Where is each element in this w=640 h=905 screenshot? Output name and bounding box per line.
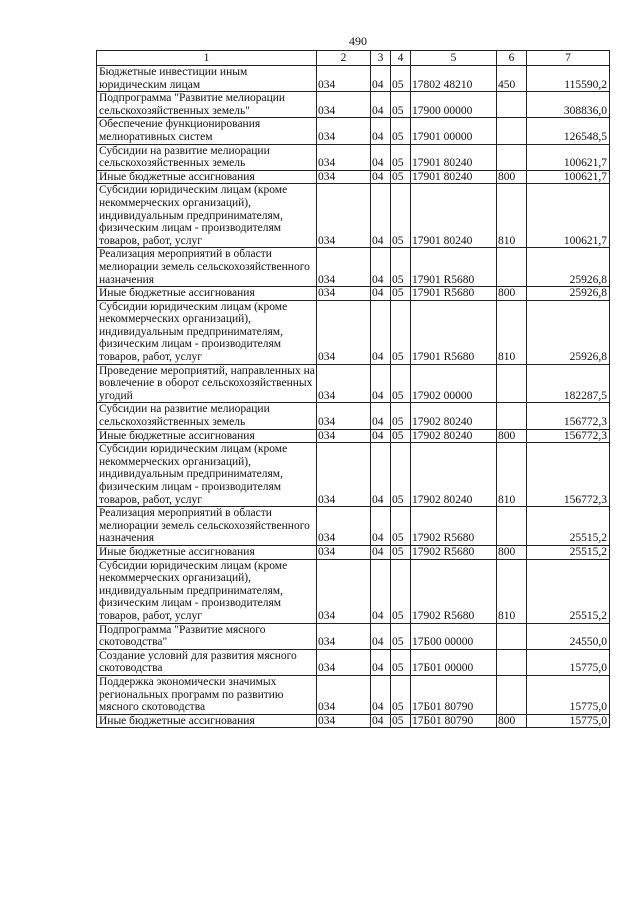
cell-subsection: 05 (391, 443, 411, 507)
cell-subsection: 05 (391, 429, 411, 443)
cell-admin-code: 034 (317, 507, 371, 546)
cell-expense-type (497, 364, 527, 403)
cell-expense-type: 800 (497, 287, 527, 301)
cell-expense-type (497, 248, 527, 287)
cell-section: 04 (371, 714, 391, 728)
cell-name: Подпрограмма "Развитие мелиорации сельскохозяйственных земель" (97, 92, 317, 118)
cell-expense-type: 810 (497, 443, 527, 507)
cell-section: 04 (371, 364, 391, 403)
cell-section: 04 (371, 429, 391, 443)
cell-name: Обеспечение функционирования мелиоративных систем (97, 118, 317, 144)
cell-name: Субсидии юридическим лицам (кроме некоммерческих организаций), индивидуальным предпринимателям, физическим лицам - производителям товаров, работ, услуг (97, 443, 317, 507)
cell-section: 04 (371, 675, 391, 714)
cell-expense-type: 810 (497, 559, 527, 623)
cell-section: 04 (371, 507, 391, 546)
cell-section: 04 (371, 300, 391, 364)
cell-expense-type (497, 118, 527, 144)
column-header-section: 3 (371, 51, 391, 66)
cell-amount: 15775,0 (527, 649, 610, 675)
cell-section: 04 (371, 248, 391, 287)
cell-section: 04 (371, 545, 391, 559)
cell-admin-code: 034 (317, 248, 371, 287)
cell-admin-code: 034 (317, 144, 371, 170)
cell-admin-code: 034 (317, 92, 371, 118)
column-header-target-article: 5 (411, 51, 497, 66)
cell-name: Проведение мероприятий, направленных на вовлечение в оборот сельскохозяйственных угодий (97, 364, 317, 403)
table-row (97, 144, 610, 170)
table-row (97, 92, 610, 118)
cell-admin-code: 034 (317, 364, 371, 403)
cell-expense-type: 800 (497, 545, 527, 559)
cell-name: Подпрограмма "Развитие мясного скотоводства" (97, 623, 317, 649)
cell-subsection: 05 (391, 300, 411, 364)
cell-subsection: 05 (391, 287, 411, 301)
table-row (97, 649, 610, 675)
cell-amount: 115590,2 (527, 66, 610, 92)
table-row (97, 66, 610, 92)
table-row (97, 559, 610, 623)
table-row (97, 403, 610, 429)
cell-subsection: 05 (391, 92, 411, 118)
cell-name: Иные бюджетные ассигнования (97, 545, 317, 559)
cell-name: Субсидии на развитие мелиорации сельскохозяйственных земель (97, 403, 317, 429)
cell-expense-type: 800 (497, 714, 527, 728)
header-row (97, 51, 610, 66)
cell-subsection: 05 (391, 507, 411, 546)
cell-target-article: 17Б00 00000 (411, 623, 497, 649)
cell-admin-code: 034 (317, 649, 371, 675)
table-row (97, 287, 610, 301)
cell-name: Субсидии юридическим лицам (кроме некоммерческих организаций), индивидуальным предпринимателям, физическим лицам - производителям товаров, работ, услуг (97, 300, 317, 364)
cell-admin-code: 034 (317, 429, 371, 443)
cell-name: Субсидии юридическим лицам (кроме некоммерческих организаций), индивидуальным предпринимателям, физическим лицам - производителям товаров, работ, услуг (97, 184, 317, 248)
cell-name: Субсидии на развитие мелиорации сельскохозяйственных земель (97, 144, 317, 170)
cell-target-article: 17901 00000 (411, 118, 497, 144)
cell-subsection: 05 (391, 364, 411, 403)
cell-admin-code: 034 (317, 675, 371, 714)
cell-amount: 100621,7 (527, 144, 610, 170)
cell-section: 04 (371, 170, 391, 184)
cell-subsection: 05 (391, 184, 411, 248)
table-row (97, 300, 610, 364)
cell-name: Иные бюджетные ассигнования (97, 287, 317, 301)
cell-expense-type: 810 (497, 300, 527, 364)
cell-admin-code: 034 (317, 66, 371, 92)
cell-target-article: 17Б01 80790 (411, 675, 497, 714)
cell-target-article: 17902 R5680 (411, 545, 497, 559)
cell-section: 04 (371, 287, 391, 301)
cell-target-article: 17902 80240 (411, 429, 497, 443)
table-row (97, 118, 610, 144)
cell-subsection: 05 (391, 403, 411, 429)
cell-section: 04 (371, 403, 391, 429)
cell-expense-type (497, 649, 527, 675)
page-number: 490 (349, 34, 367, 48)
cell-expense-type: 800 (497, 170, 527, 184)
table-row (97, 443, 610, 507)
cell-amount: 25515,2 (527, 545, 610, 559)
cell-subsection: 05 (391, 144, 411, 170)
cell-name: Иные бюджетные ассигнования (97, 714, 317, 728)
cell-target-article: 17901 80240 (411, 184, 497, 248)
cell-admin-code: 034 (317, 403, 371, 429)
cell-target-article: 17902 80240 (411, 403, 497, 429)
table-row (97, 170, 610, 184)
cell-section: 04 (371, 144, 391, 170)
cell-amount: 25926,8 (527, 248, 610, 287)
cell-section: 04 (371, 443, 391, 507)
cell-admin-code: 034 (317, 287, 371, 301)
cell-subsection: 05 (391, 170, 411, 184)
cell-amount: 25515,2 (527, 507, 610, 546)
table-row (97, 714, 610, 728)
cell-subsection: 05 (391, 649, 411, 675)
cell-expense-type: 800 (497, 429, 527, 443)
cell-section: 04 (371, 66, 391, 92)
column-header-admin: 2 (317, 51, 371, 66)
table-row (97, 623, 610, 649)
cell-expense-type (497, 675, 527, 714)
cell-amount: 156772,3 (527, 403, 610, 429)
table-row (97, 507, 610, 546)
cell-name: Реализация мероприятий в области мелиорации земель сельскохозяйственного назначения (97, 248, 317, 287)
cell-amount: 100621,7 (527, 170, 610, 184)
cell-subsection: 05 (391, 675, 411, 714)
cell-name: Субсидии юридическим лицам (кроме некоммерческих организаций), индивидуальным предпринимателям, физическим лицам - производителям товаров, работ, услуг (97, 559, 317, 623)
cell-subsection: 05 (391, 623, 411, 649)
table-row (97, 364, 610, 403)
cell-amount: 182287,5 (527, 364, 610, 403)
cell-expense-type: 450 (497, 66, 527, 92)
cell-amount: 156772,3 (527, 429, 610, 443)
cell-target-article: 17Б01 00000 (411, 649, 497, 675)
cell-target-article: 17901 R5680 (411, 248, 497, 287)
cell-amount: 25926,8 (527, 287, 610, 301)
cell-section: 04 (371, 118, 391, 144)
cell-expense-type (497, 92, 527, 118)
cell-subsection: 05 (391, 66, 411, 92)
cell-target-article: 17901 R5680 (411, 300, 497, 364)
cell-amount: 15775,0 (527, 675, 610, 714)
cell-target-article: 17902 R5680 (411, 559, 497, 623)
cell-amount: 156772,3 (527, 443, 610, 507)
cell-expense-type: 810 (497, 184, 527, 248)
cell-admin-code: 034 (317, 559, 371, 623)
cell-target-article: 17902 R5680 (411, 507, 497, 546)
cell-amount: 126548,5 (527, 118, 610, 144)
cell-section: 04 (371, 92, 391, 118)
cell-name: Реализация мероприятий в области мелиорации земель сельскохозяйственного назначения (97, 507, 317, 546)
cell-target-article: 17901 80240 (411, 144, 497, 170)
cell-subsection: 05 (391, 545, 411, 559)
cell-target-article: 17Б01 80790 (411, 714, 497, 728)
cell-admin-code: 034 (317, 170, 371, 184)
cell-target-article: 17901 R5680 (411, 287, 497, 301)
cell-subsection: 05 (391, 118, 411, 144)
cell-amount: 15775,0 (527, 714, 610, 728)
cell-admin-code: 034 (317, 443, 371, 507)
cell-admin-code: 034 (317, 545, 371, 559)
cell-expense-type (497, 507, 527, 546)
column-header-amount: 7 (527, 51, 610, 66)
cell-target-article: 17802 48210 (411, 66, 497, 92)
table-row (97, 184, 610, 248)
table-body (97, 66, 610, 728)
cell-name: Бюджетные инвестиции иным юридическим лицам (97, 66, 317, 92)
cell-subsection: 05 (391, 248, 411, 287)
table-row (97, 545, 610, 559)
cell-section: 04 (371, 559, 391, 623)
cell-section: 04 (371, 649, 391, 675)
cell-name: Иные бюджетные ассигнования (97, 170, 317, 184)
cell-name: Поддержка экономически значимых региональных программ по развитию мясного скотоводства (97, 675, 317, 714)
column-header-expense-type: 6 (497, 51, 527, 66)
cell-expense-type (497, 623, 527, 649)
column-header-subsection: 4 (391, 51, 411, 66)
cell-name: Иные бюджетные ассигнования (97, 429, 317, 443)
cell-amount: 25926,8 (527, 300, 610, 364)
cell-section: 04 (371, 184, 391, 248)
cell-name: Создание условий для развития мясного скотоводства (97, 649, 317, 675)
cell-expense-type (497, 144, 527, 170)
cell-subsection: 05 (391, 559, 411, 623)
table-row (97, 429, 610, 443)
cell-admin-code: 034 (317, 300, 371, 364)
table-row (97, 248, 610, 287)
cell-subsection: 05 (391, 714, 411, 728)
cell-amount: 24550,0 (527, 623, 610, 649)
cell-admin-code: 034 (317, 714, 371, 728)
cell-admin-code: 034 (317, 623, 371, 649)
cell-admin-code: 034 (317, 184, 371, 248)
cell-expense-type (497, 403, 527, 429)
cell-amount: 308836,0 (527, 92, 610, 118)
cell-admin-code: 034 (317, 118, 371, 144)
table-row (97, 675, 610, 714)
cell-amount: 100621,7 (527, 184, 610, 248)
cell-section: 04 (371, 623, 391, 649)
cell-target-article: 17900 00000 (411, 92, 497, 118)
budget-table (96, 50, 610, 728)
cell-target-article: 17902 00000 (411, 364, 497, 403)
cell-target-article: 17902 80240 (411, 443, 497, 507)
cell-amount: 25515,2 (527, 559, 610, 623)
column-header-name: 1 (97, 51, 317, 66)
cell-target-article: 17901 80240 (411, 170, 497, 184)
